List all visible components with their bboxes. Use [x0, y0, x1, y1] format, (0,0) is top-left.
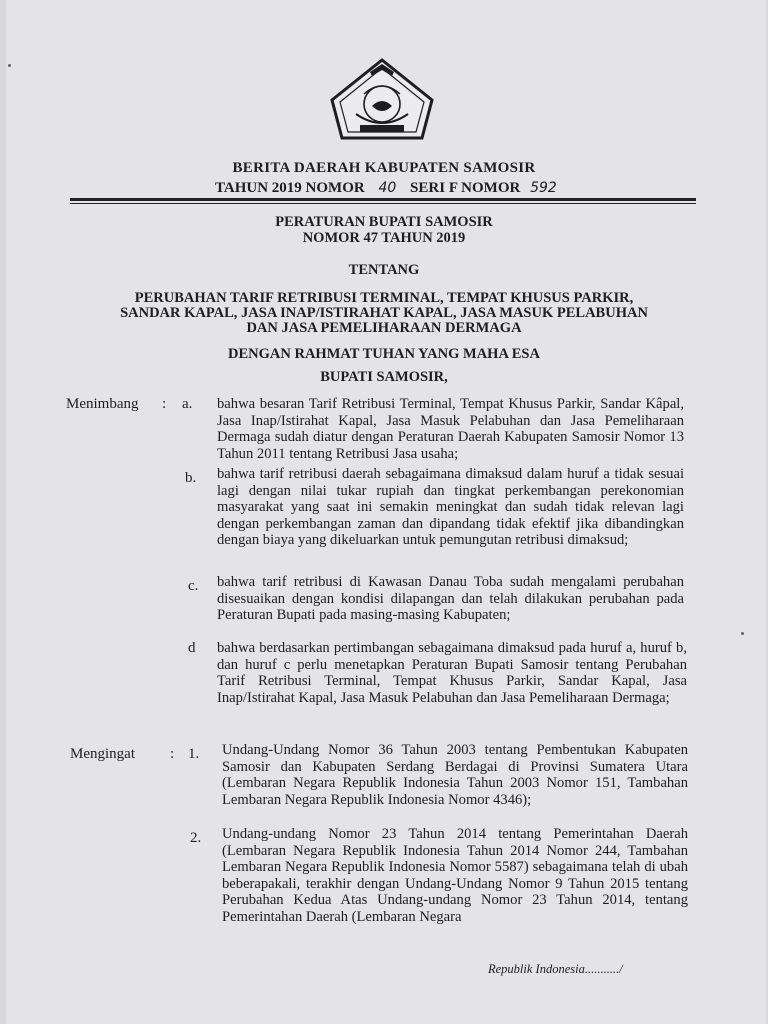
header-divider-thick	[70, 198, 696, 201]
gazette-year-label: TAHUN 2019 NOMOR	[215, 180, 365, 196]
menimbang-colon: :	[162, 396, 167, 412]
subject-line: DAN JASA PEMELIHARAAN DERMAGA	[246, 320, 522, 336]
item-marker: 2.	[190, 830, 202, 846]
menimbang-item-a: bahwa besaran Tarif Retribusi Terminal, Tempat Khusus Parkir, Sandar Kâpal, Jasa Inap/Istirahat Kapal, Jasa Masuk Pelabuhan dan Jasa Pemeliharaan Dermaga sudah diatur dengan Peraturan Daerah Kabupaten Samosir Nomor 13 Tahun 2011 tentang Retribusi Jasa usaha;	[217, 396, 684, 462]
menimbang-item-d: bahwa berdasarkan pertimbangan sebagaimana dimaksud pada huruf a, huruf b, dan huruf c perlu menetapkan Peraturan Bupati Samosir tentang Perubahan Tarif Retribusi Terminal, Tempat Khusus Parkir, Sandar Kapal, Jasa Inap/Istirahat Kapal, Jasa Masuk Pelabuhan dan Jasa Pemeliharaan Dermaga;	[217, 640, 687, 706]
subject-line: SANDAR KAPAL, JASA INAP/ISTIRAHAT KAPAL, JASA MASUK PELABUHAN	[120, 305, 648, 321]
item-marker: 1.	[188, 746, 200, 762]
samosir-regency-emblem-icon	[330, 56, 434, 146]
page-continuation: Republik Indonesia.........../	[488, 962, 623, 976]
header-divider-thin	[70, 203, 696, 204]
mengingat-item-2: Undang-undang Nomor 23 Tahun 2014 tentang Pemerintahan Daerah (Lembaran Negara Republik Indonesia Tahun 2014 Nomor 244, Tambahan Lembaran Negara Republik Indonesia Nomor 5587) sebagaimana telah di ubah beberapakali, terakhir dengan Undang-Undang Nomor 9 Tahun 2015 tentang Perubahan Kedua Atas Undang-undang Nomor 23 Tahun 2014, tentang Pemerintahan Daerah (Lembaran Negara	[222, 826, 688, 925]
handwritten-nomor: 40	[378, 180, 397, 196]
menimbang-item-c: bahwa tarif retribusi di Kawasan Danau Toba sudah mengalami perubahan disesuaikan dengan kondisi dilapangan dan telah dilakukan perubahan pada Peraturan Bupati pada masing-masing Kabupaten;	[217, 574, 684, 624]
item-marker: b.	[185, 470, 197, 486]
scan-speck	[741, 632, 744, 635]
handwritten-seri: 592	[530, 180, 557, 196]
mengingat-item-1: Undang-Undang Nomor 36 Tahun 2003 tentang Pembentukan Kabupaten Samosir dan Kabupaten Serdang Berdagai di Provinsi Sumatera Utara (Lembaran Negara Republik Indonesia Tahun 2003 Nomor 151, Tambahan Lembaran Negara Republik Indonesia Nomor 4346);	[222, 742, 688, 808]
regulation-title: PERATURAN BUPATI SAMOSIR	[275, 214, 493, 230]
mengingat-label: Mengingat	[70, 746, 135, 762]
item-marker: a.	[182, 396, 193, 412]
tentang-heading: TENTANG	[348, 262, 420, 278]
gazette-seri-label: SERI F NOMOR	[410, 180, 521, 196]
regulation-number: NOMOR 47 TAHUN 2019	[302, 230, 466, 246]
subject-line: PERUBAHAN TARIF RETRIBUSI TERMINAL, TEMPAT KHUSUS PARKIR,	[134, 290, 634, 306]
scan-speck	[8, 64, 11, 67]
menimbang-item-b: bahwa tarif retribusi daerah sebagaimana dimaksud dalam huruf a tidak sesuai lagi dengan nilai tukar rupiah dan tingkat perkembangan perekonomian masyarakat yang saat ini semakin meningkat dan sudah tidak relevan lagi dengan perkembangan zaman dan dipandang tidak efektif jika dibandingkan dengan biaya yang dikeluarkan untuk pemungutan retribusi dimaksud;	[217, 466, 684, 549]
mengingat-colon: :	[170, 746, 175, 762]
menimbang-label: Menimbang	[66, 396, 139, 412]
item-marker: c.	[188, 578, 199, 594]
gazette-number-line	[215, 180, 557, 197]
regent-line: BUPATI SAMOSIR,	[320, 369, 448, 385]
gazette-title: BERITA DAERAH KABUPATEN SAMOSIR	[232, 160, 536, 176]
invocation-line: DENGAN RAHMAT TUHAN YANG MAHA ESA	[228, 346, 540, 362]
item-marker: d	[188, 640, 196, 656]
